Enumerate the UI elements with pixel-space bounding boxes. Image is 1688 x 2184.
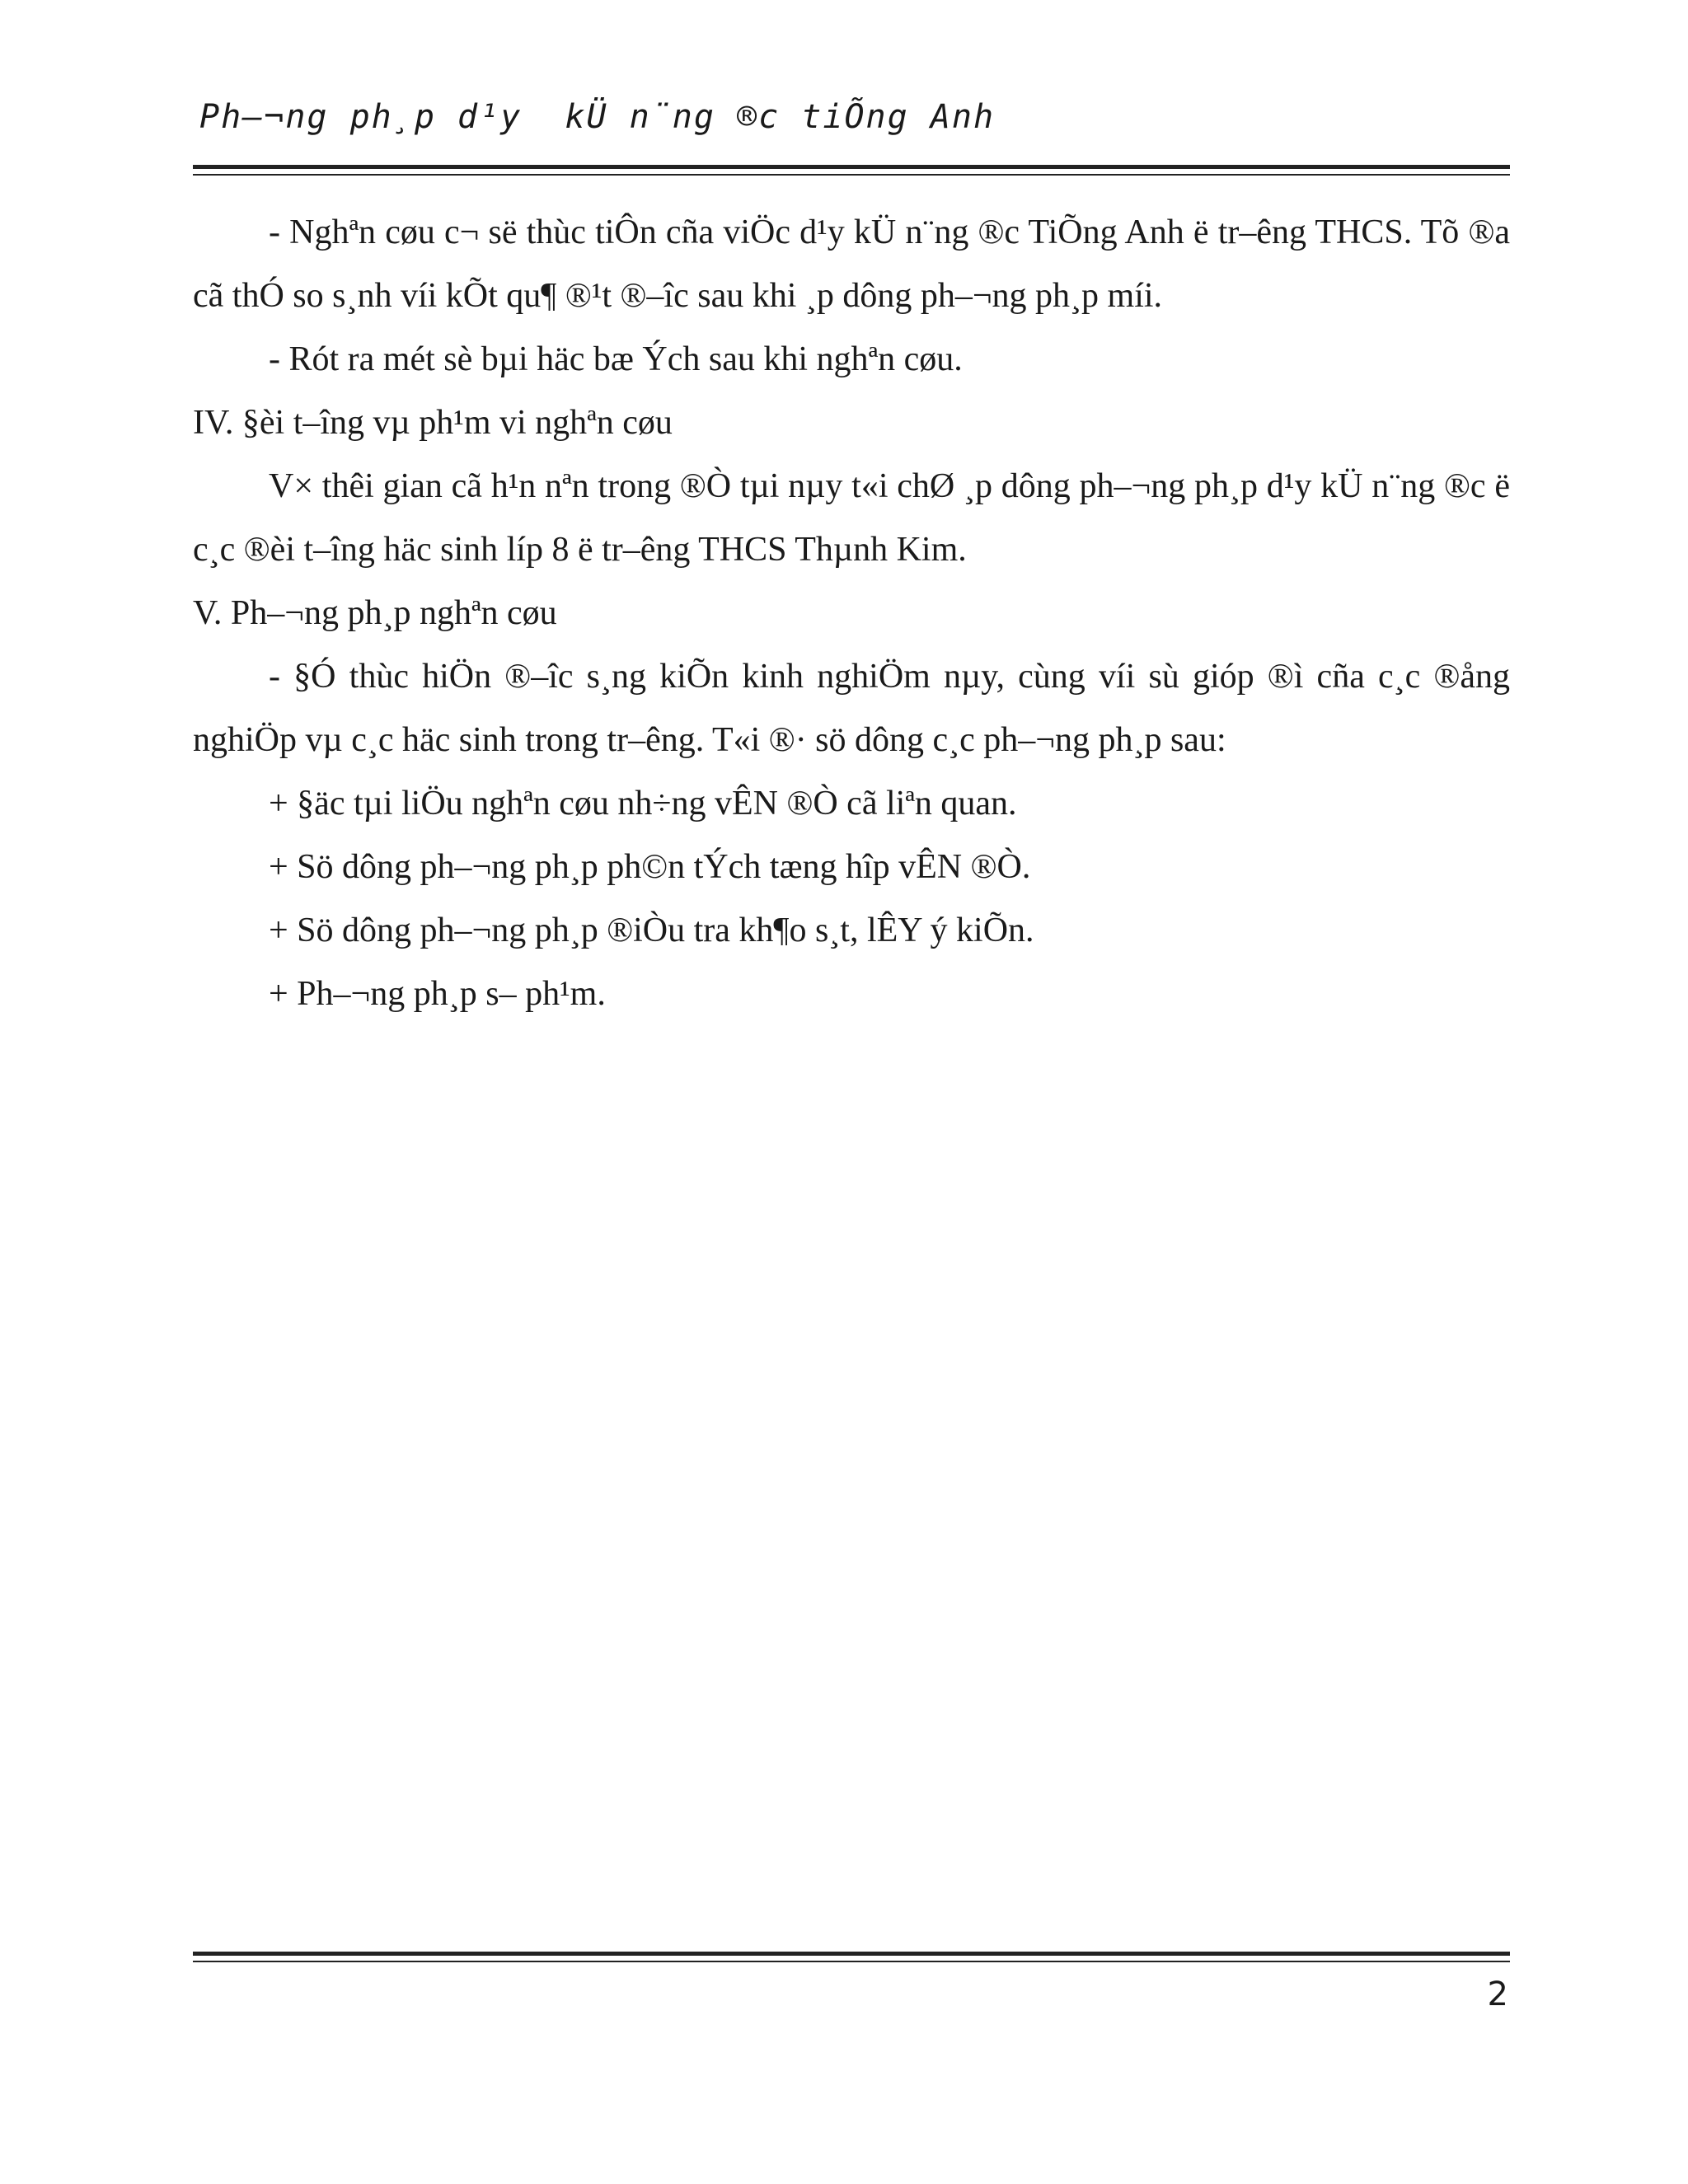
footer-rule-thick [193, 1952, 1510, 1956]
header-rule-thick [193, 165, 1510, 169]
section-heading-methods: V. Ph–¬ng ph¸p nghªn cøu [193, 594, 557, 632]
paragraph-methods-intro: - §Ó thùc hiÖn ®–îc s¸ng kiÕn kinh nghiÖm nµy, cùng víi sù gióp ®ì cña c¸c ®ång nghiÖp vµ c¸c häc sinh trong tr–êng. T«i ®· sö dông c¸c ph–¬ng ph¸p sau: [193, 658, 1510, 759]
document-body [193, 201, 1510, 1026]
list-item-method-3: + Sö dông ph–¬ng ph¸p ®iÒu tra kh¶o s¸t, lÊY ý kiÕn. [269, 912, 1034, 949]
paragraph-lessons: - Rót ra mét sè bµi häc bæ Ých sau khi nghªn cøu. [269, 340, 963, 378]
running-header-title: Ph–¬ng ph¸p d¹y kÜ n¨ng ®c tiÕng Anh [199, 98, 996, 136]
section-heading-scope: IV. §èi t–îng vµ ph¹m vi nghªn cøu [193, 404, 673, 442]
page-number: 2 [1487, 1975, 1508, 2013]
list-item-method-1: + §äc tµi liÖu nghªn cøu nh÷ng vÊN ®Ò cã liªn quan. [269, 785, 1017, 823]
list-item-method-2: + Sö dông ph–¬ng ph¸p ph©n tÝch tæng hîp vÊN ®Ò. [269, 848, 1031, 886]
paragraph-scope: V× thêi gian cã h¹n nªn trong ®Ò tµi nµy t«i chØ ¸p dông ph–¬ng ph¸p d¹y kÜ n¨ng ®c ë c¸c ®èi t–îng häc sinh líp 8 ë tr–êng THCS Thµnh Kim. [193, 467, 1510, 569]
list-item-method-4: + Ph–¬ng ph¸p s– ph¹m. [269, 975, 606, 1013]
paragraph-research-basis: - Nghªn cøu c¬ së thùc tiÔn cña viÖc d¹y kÜ n¨ng ®c TiÕng Anh ë tr–êng THCS. Tõ ®a cã thÓ so s¸nh víi kÕt qu¶ ®¹t ®–îc sau khi ¸p dông ph–¬ng ph¸p míi. [193, 213, 1510, 315]
header-rule-thin [193, 174, 1510, 176]
footer-rule-thin [193, 1961, 1510, 1962]
